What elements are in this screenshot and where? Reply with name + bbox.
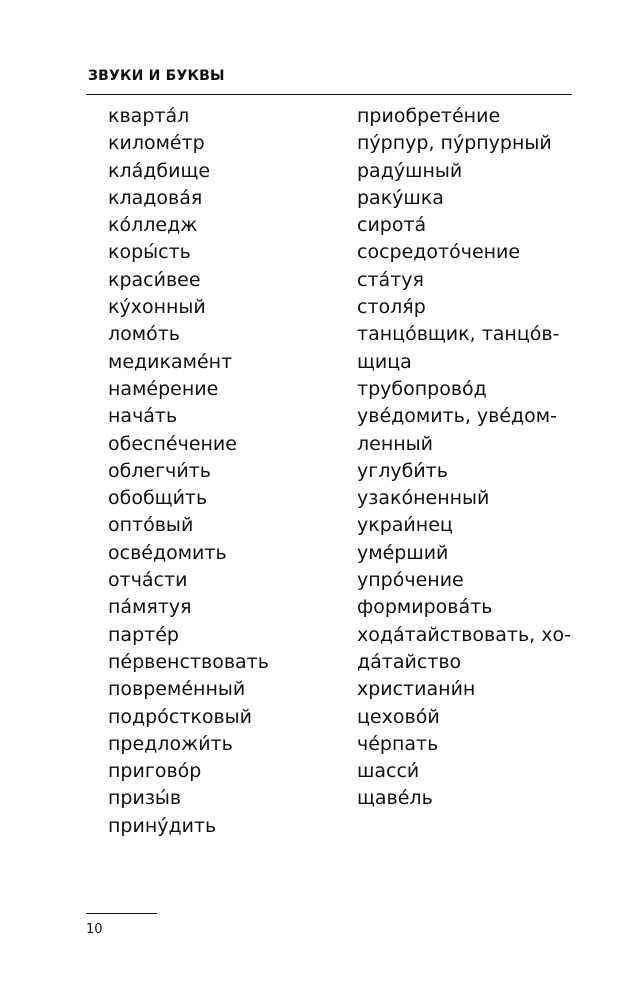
word-entry: столя́р	[357, 296, 426, 319]
word-entry: повреме́нный	[108, 678, 246, 701]
word-entry: обеспе́чение	[108, 432, 237, 455]
word-entry: углуби́ть	[357, 459, 448, 482]
word-entry: танцо́вщик, танцо́в-	[357, 323, 560, 346]
word-entry: хода́тайствовать, хо-	[357, 623, 571, 646]
left-word-column	[108, 103, 269, 840]
word-entry: наме́рение	[108, 377, 219, 400]
word-entry: приобрете́ние	[357, 105, 501, 127]
word-entry: да́тайство	[357, 650, 462, 673]
running-head: ЗВУКИ И БУКВЫ	[88, 68, 225, 84]
word-entry: кладова́я	[108, 186, 203, 209]
word-entry: краси́вее	[108, 268, 201, 291]
word-entry: трубопрово́д	[357, 377, 487, 400]
word-entry: медикаме́нт	[108, 350, 233, 373]
word-entry: че́рпать	[357, 732, 439, 755]
word-entry: уве́домить, уве́дом-	[357, 405, 558, 428]
footer-rule	[86, 913, 157, 914]
word-entry: формирова́ть	[357, 596, 493, 619]
word-entry: христиани́н	[357, 678, 476, 701]
word-entry: киломе́тр	[108, 132, 205, 155]
word-entry: подро́стковый	[108, 705, 253, 728]
word-entry: кла́дбище	[108, 159, 211, 182]
word-entry: упро́чение	[357, 569, 464, 592]
word-entry: сосредото́чение	[357, 241, 521, 264]
word-entry: коры́сть	[108, 241, 191, 264]
word-entry: призы́в	[108, 787, 182, 810]
word-entry: раду́шный	[357, 159, 463, 182]
right-word-column	[357, 103, 571, 813]
word-entry: узако́ненный	[357, 487, 490, 510]
word-entry: ста́туя	[357, 268, 424, 291]
word-entry: щаве́ль	[357, 787, 433, 810]
word-entry: шасси́	[357, 760, 420, 783]
word-entry: украи́нец	[357, 514, 453, 537]
word-entry: раку́шка	[357, 186, 444, 209]
word-entry: опто́вый	[108, 514, 194, 537]
word-entry: ку́хонный	[108, 296, 206, 319]
header-rule	[86, 94, 572, 95]
word-entry: ломо́ть	[108, 323, 180, 346]
word-entry: облегчи́ть	[108, 459, 211, 482]
word-entry: сирота́	[357, 214, 427, 237]
word-entry: цехово́й	[357, 705, 440, 728]
word-entry: осве́домить	[108, 541, 227, 564]
word-entry: парте́р	[108, 623, 179, 646]
word-entry: ко́лледж	[108, 214, 198, 237]
word-entry: кварта́л	[108, 105, 190, 127]
word-entry: нача́ть	[108, 405, 178, 428]
word-entry: обобщи́ть	[108, 487, 208, 510]
word-entry: пе́рвенствовать	[108, 650, 269, 673]
word-entry: па́мятуя	[108, 596, 192, 619]
word-entry: отча́сти	[108, 569, 188, 592]
word-entry: щица	[357, 350, 412, 373]
word-entry: предложи́ть	[108, 732, 233, 755]
word-entry: пригово́р	[108, 760, 202, 783]
word-entry: ленный	[357, 432, 434, 455]
word-entry: пу́рпур, пу́рпурный	[357, 132, 552, 155]
word-entry: прину́дить	[108, 814, 217, 837]
word-entry: уме́рший	[357, 541, 449, 564]
page-number: 10	[86, 922, 103, 937]
